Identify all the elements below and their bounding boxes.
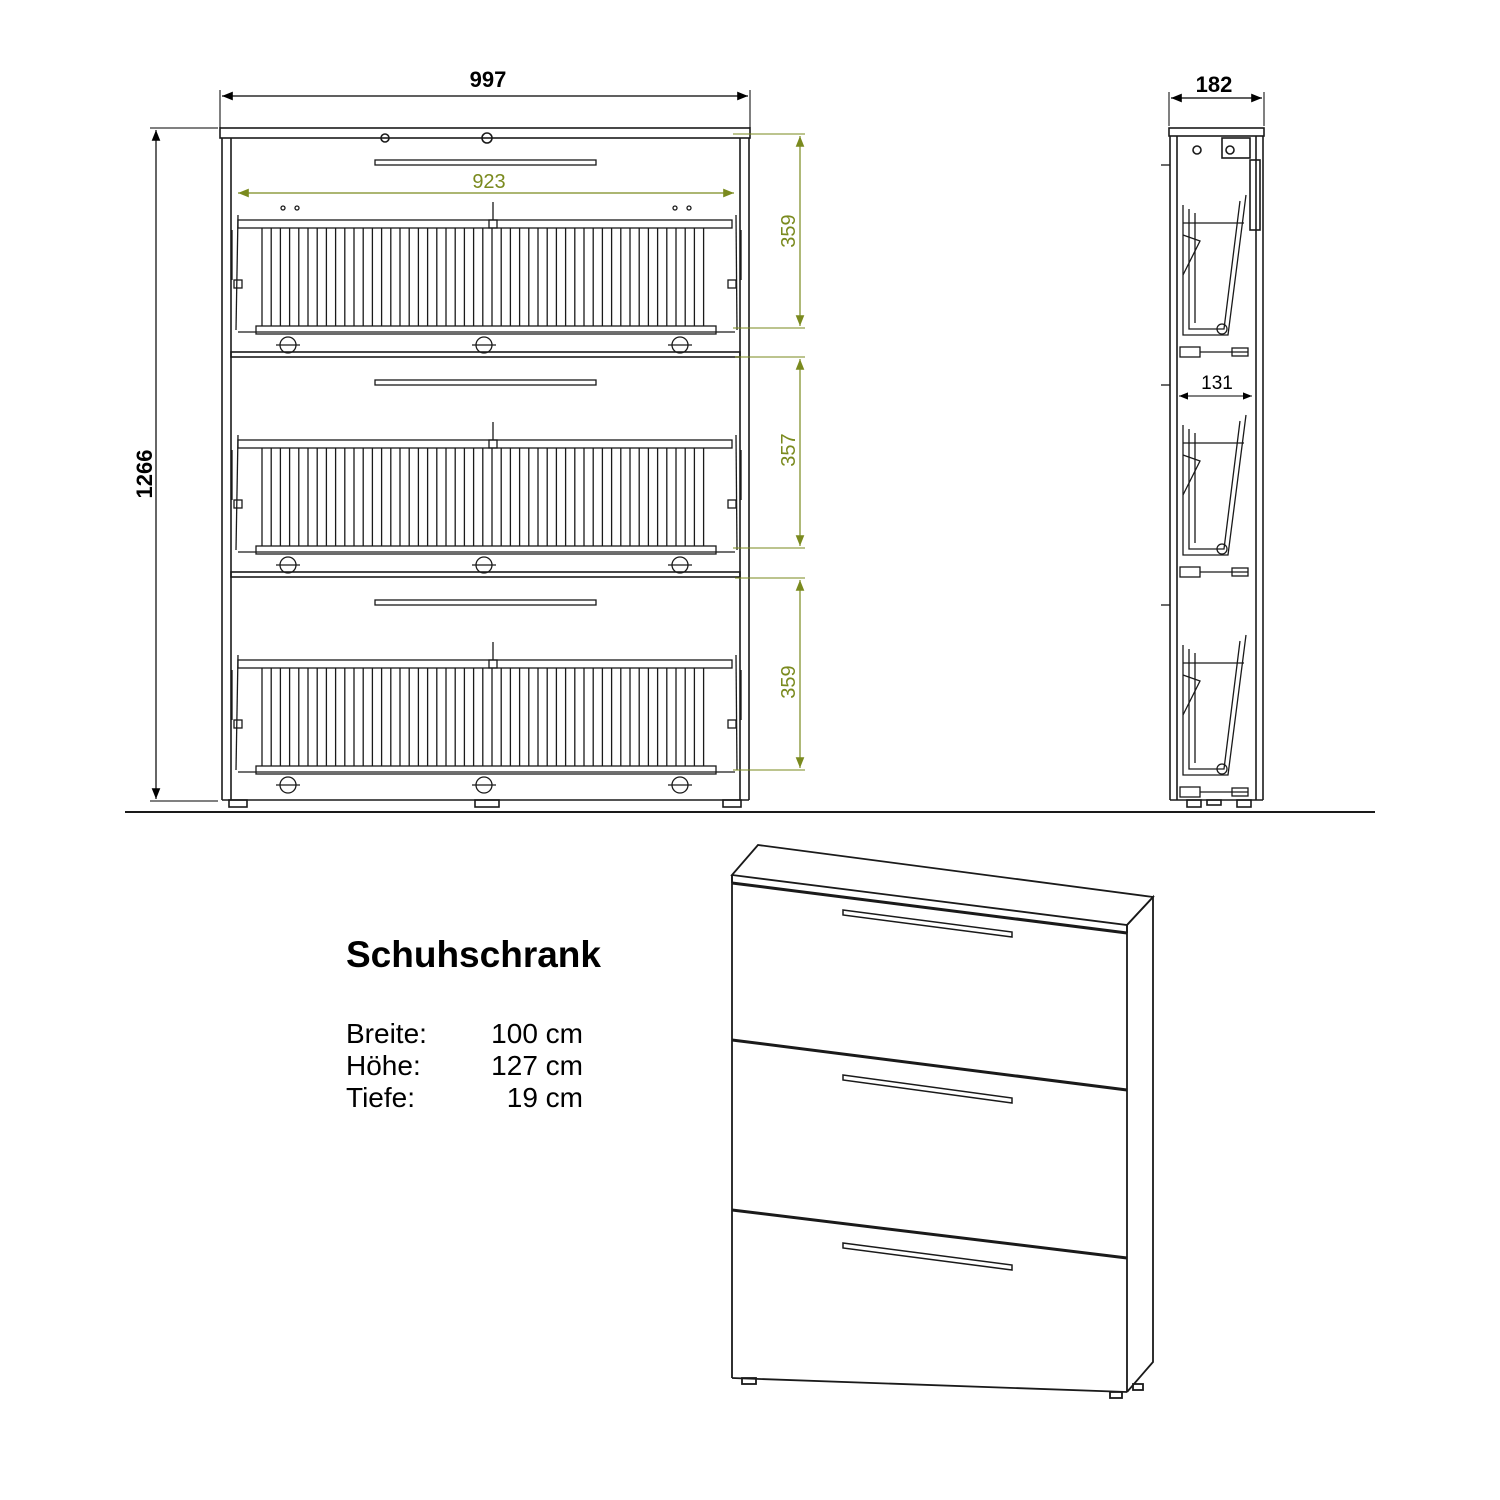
inner-depth-dimension — [1179, 373, 1252, 396]
front-view — [220, 128, 750, 807]
spec-value: 19 cm — [506, 1082, 583, 1113]
depth-dimension — [1169, 72, 1264, 126]
spec-value: 127 cm — [491, 1050, 583, 1081]
perspective-view — [732, 845, 1153, 1398]
compartment-3-label: 359 — [778, 665, 800, 699]
width-label: 997 — [469, 67, 507, 92]
product-title: Schuhschrank — [346, 934, 601, 975]
spec-label: Höhe: — [346, 1050, 421, 1081]
inner-depth-label: 131 — [1201, 373, 1233, 394]
compartment-2-label: 357 — [778, 433, 800, 467]
inner-width-label: 923 — [472, 171, 506, 193]
spec-row-depth — [346, 1082, 583, 1114]
spec-value: 100 cm — [491, 1018, 583, 1049]
compartment-3-dimension — [733, 578, 805, 770]
spec-label: Tiefe: — [346, 1082, 415, 1113]
side-baskets — [1161, 165, 1248, 797]
spec-row-height — [346, 1050, 583, 1082]
spec-row-width — [346, 1018, 583, 1050]
depth-label: 182 — [1195, 72, 1233, 97]
compartment-1-label: 359 — [778, 214, 800, 248]
compartment-2-dimension — [733, 357, 805, 548]
height-label: 1266 — [132, 449, 157, 499]
front-baskets — [232, 160, 741, 793]
spec-label: Breite: — [346, 1018, 427, 1049]
spec-list — [346, 1018, 583, 1114]
compartment-1-dimension — [733, 134, 805, 328]
inner-width-dimension — [238, 171, 734, 193]
width-dimension — [220, 67, 750, 128]
height-dimension — [132, 128, 218, 801]
